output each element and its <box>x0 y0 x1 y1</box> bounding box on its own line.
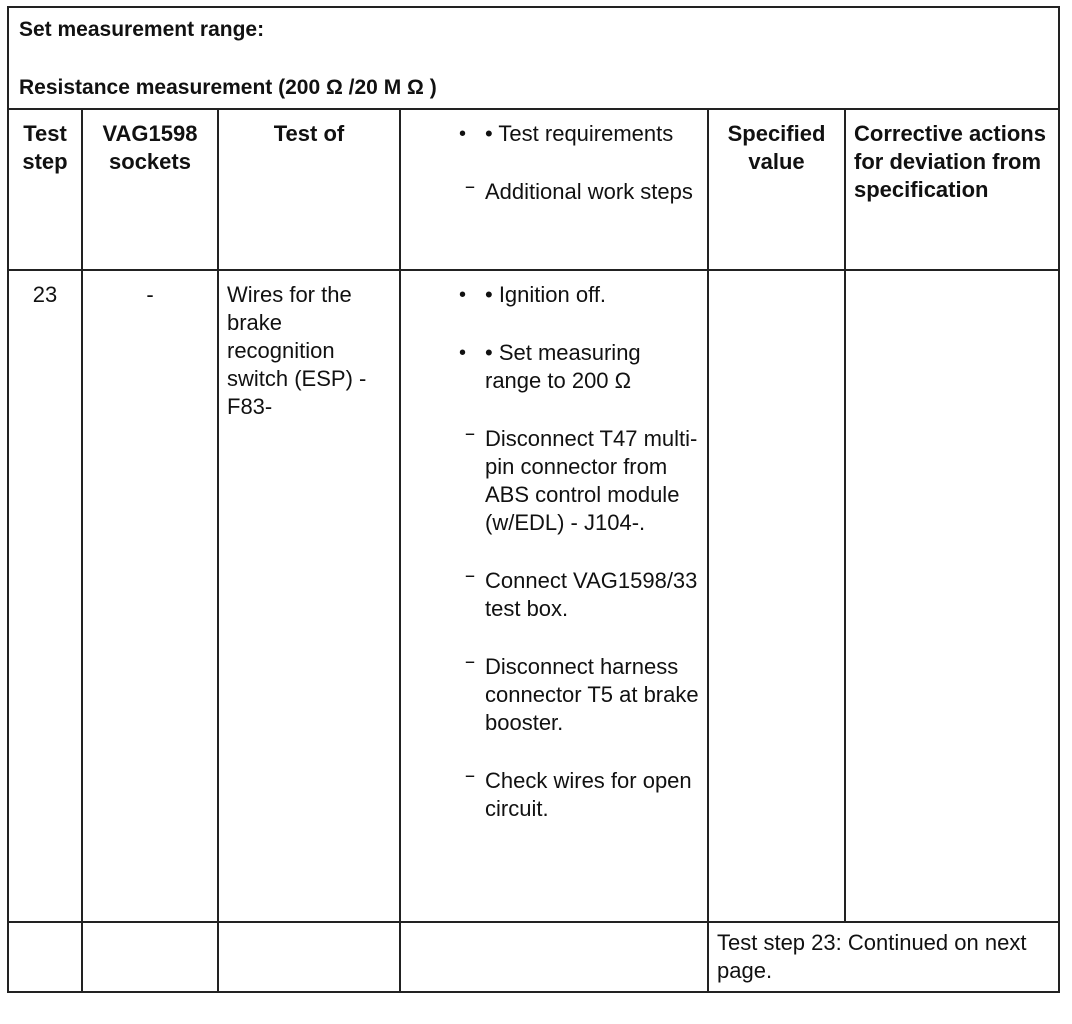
step-dash-text: Disconnect T47 multi-pin connector from ABS control module (w/EDL) - J104-. <box>485 426 698 535</box>
step-dash-text: Connect VAG1598/33 test box. <box>485 568 698 621</box>
dash-icon: -- <box>465 651 473 671</box>
step-dash-text: Disconnect harness connector T5 at brake booster. <box>485 654 699 735</box>
bullet-icon: • <box>459 342 467 364</box>
bullet-icon: • <box>459 123 467 145</box>
header-title: Set measurement range: <box>19 18 265 41</box>
step-bullet-text: • Set measuring range to 200 Ω <box>485 340 641 393</box>
step-number: 23 <box>8 270 82 922</box>
requirements-dash-item <box>465 176 701 206</box>
requirements-cell <box>400 270 708 922</box>
dash-icon: -- <box>465 423 473 443</box>
list-item <box>459 281 701 309</box>
empty-cell <box>400 922 708 992</box>
list-item <box>465 765 701 823</box>
dash-icon: -- <box>465 565 473 585</box>
empty-cell <box>82 922 218 992</box>
measurement-range-header <box>7 6 1060 110</box>
list-item <box>465 565 701 623</box>
list-item <box>459 339 701 395</box>
requirements-dash-label: Additional work steps <box>485 179 693 204</box>
dash-icon: -- <box>465 765 473 785</box>
header-resistance-range: Resistance measurement (200 Ω /20 M Ω ) <box>19 76 437 99</box>
empty-cell <box>218 922 400 992</box>
continued-note: Test step 23: Continued on next page. <box>708 922 1059 992</box>
list-item <box>465 651 701 737</box>
sockets-value: - <box>82 270 218 922</box>
step-dash-text: Check wires for open circuit. <box>485 768 692 821</box>
continuation-row <box>8 922 1059 992</box>
table-header-row <box>8 109 1059 270</box>
table-row <box>8 270 1059 922</box>
col-corrective-actions: Corrective actions for deviation from specification <box>845 109 1059 270</box>
test-of-value: Wires for the brake recognition switch (ESP) - F83- <box>218 270 400 922</box>
test-table <box>7 108 1060 993</box>
col-requirements <box>400 109 708 270</box>
specified-value-cell <box>708 270 845 922</box>
col-test-step: Test step <box>8 109 82 270</box>
bullet-icon: • <box>459 284 467 306</box>
step-bullet-text: • Ignition off. <box>485 282 607 307</box>
col-test-of: Test of <box>218 109 400 270</box>
requirements-bullet-label: • Test requirements <box>485 121 674 146</box>
col-specified-value: Specified value <box>708 109 845 270</box>
corrective-action-cell <box>845 270 1059 922</box>
requirements-bullet-item <box>459 120 701 148</box>
list-item <box>465 423 701 537</box>
dash-icon: -- <box>465 176 473 196</box>
col-sockets: VAG1598 sockets <box>82 109 218 270</box>
empty-cell <box>8 922 82 992</box>
